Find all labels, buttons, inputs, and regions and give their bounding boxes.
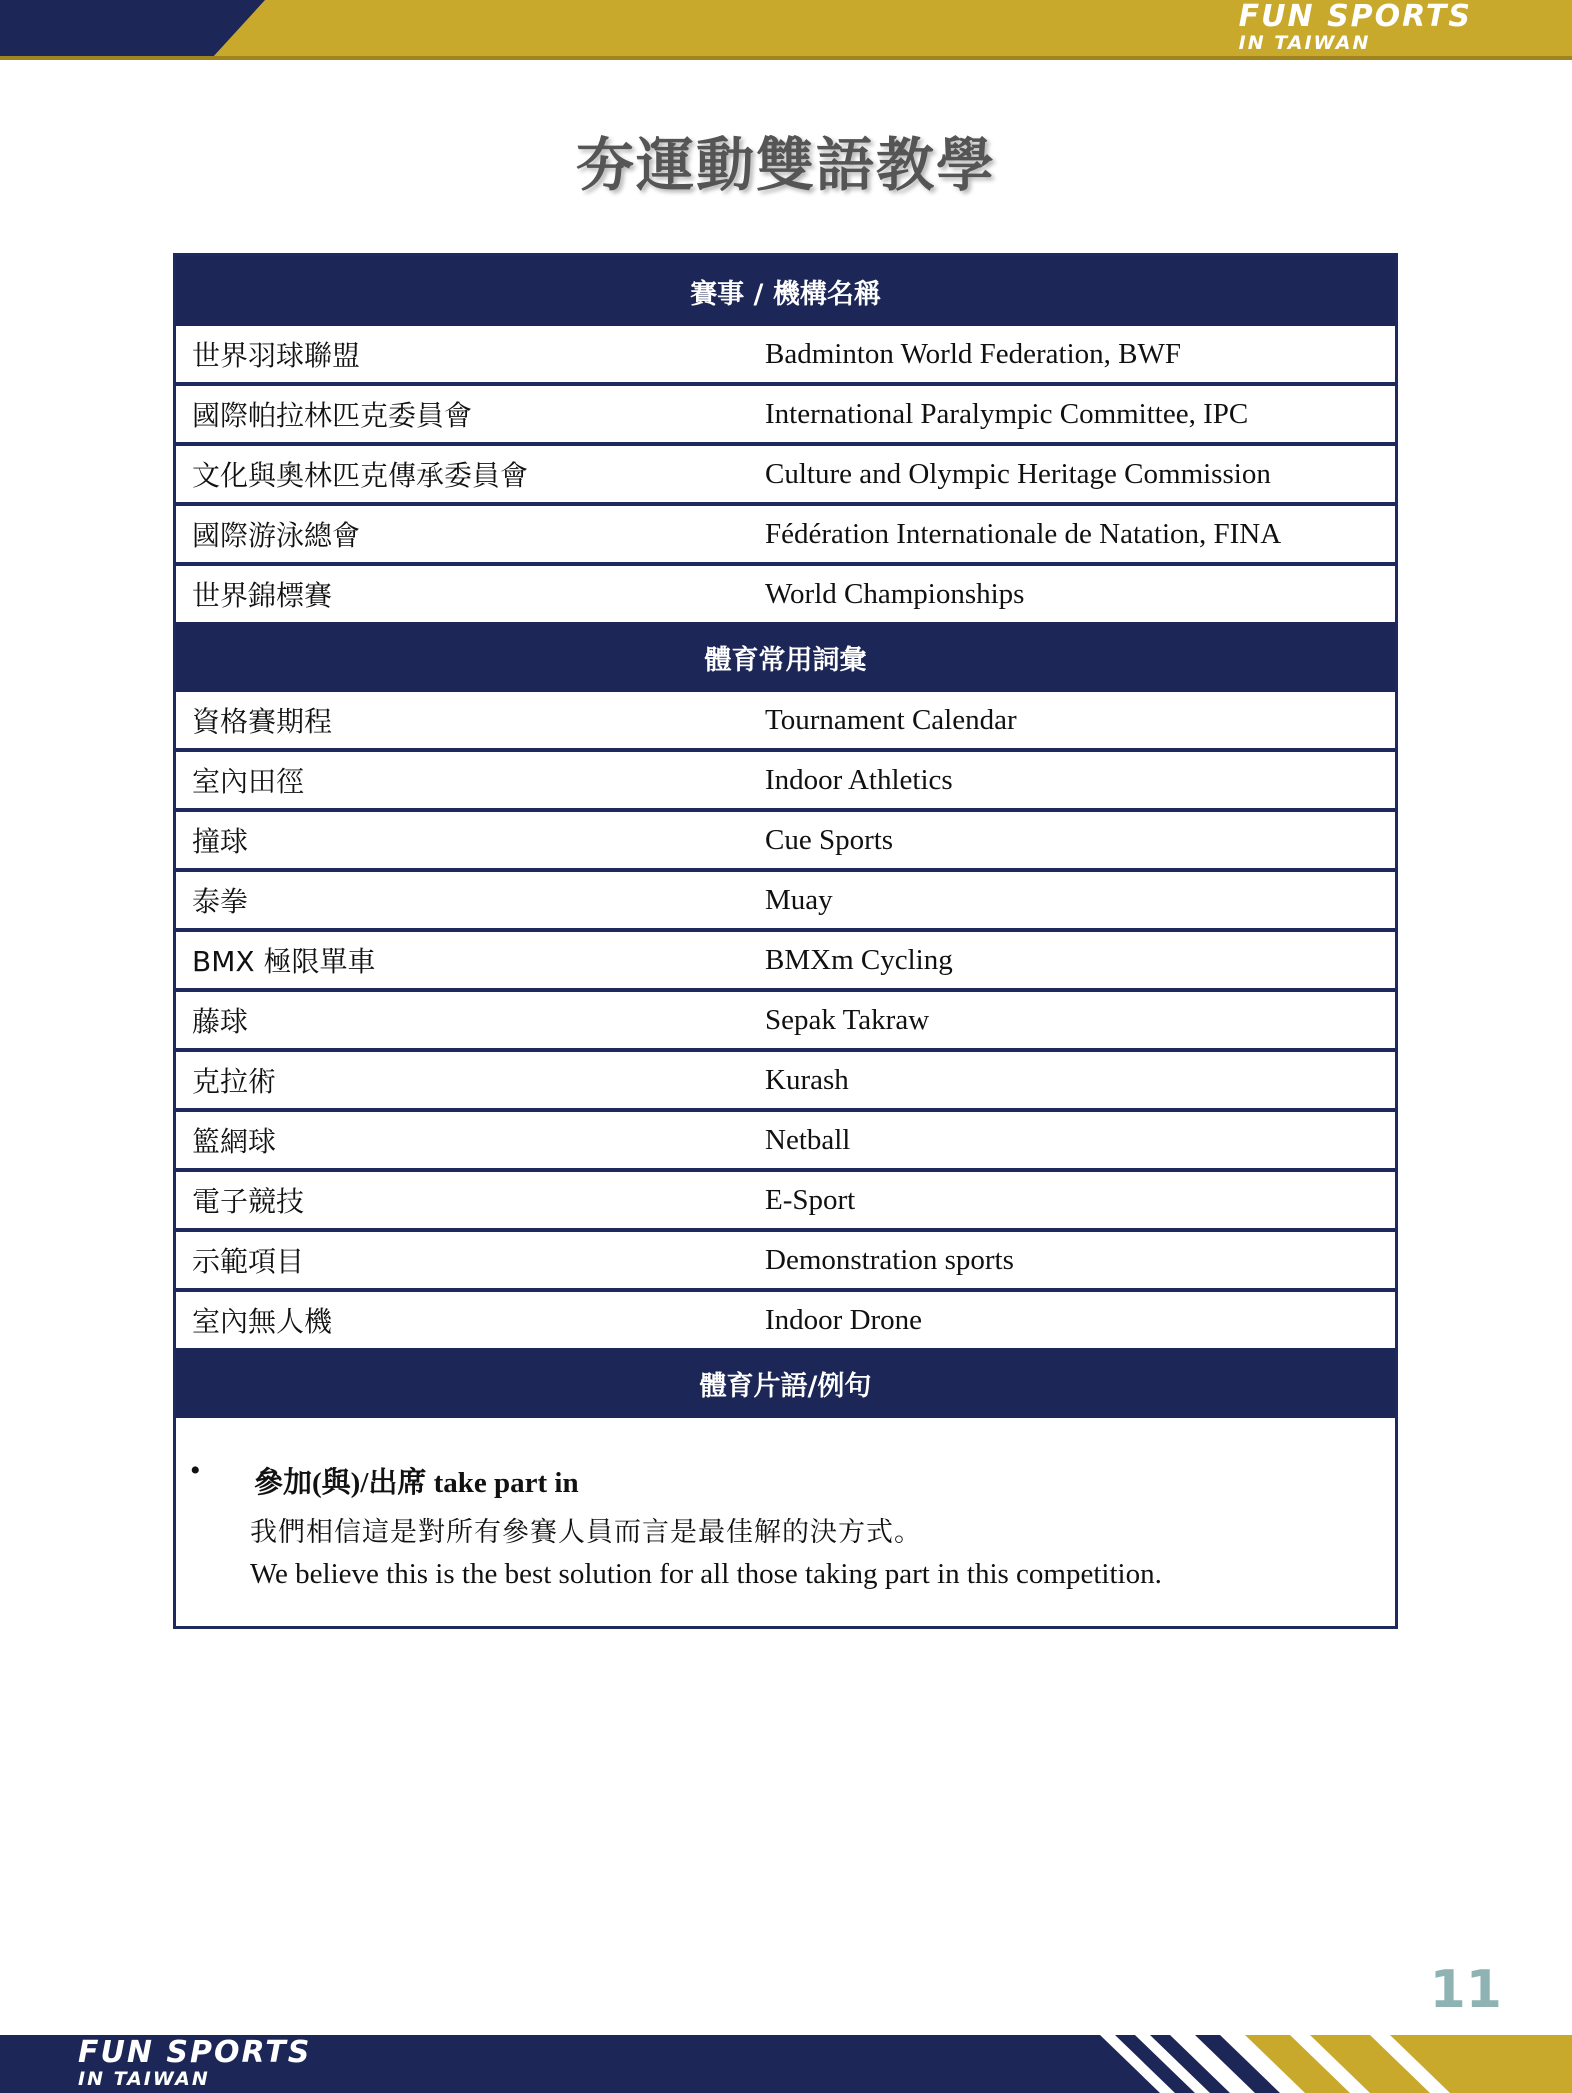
table-row bbox=[176, 748, 1395, 808]
table-row bbox=[176, 808, 1395, 868]
brand-line1: FUN SPORTS bbox=[78, 2035, 312, 2070]
term-en: Tournament Calendar bbox=[765, 703, 1017, 736]
term-en: Cue Sports bbox=[765, 823, 894, 856]
brand-logo-top bbox=[1239, 2, 1472, 53]
term-zh: 文化與奧林匹克傳承委員會 bbox=[192, 459, 529, 492]
term-en: E-Sport bbox=[765, 1183, 856, 1216]
term-en: Indoor Athletics bbox=[765, 763, 953, 796]
term-zh: 籃網球 bbox=[192, 1125, 277, 1158]
term-zh: 國際帕拉林匹克委員會 bbox=[192, 399, 473, 432]
vocabulary-table bbox=[173, 253, 1398, 1629]
term-zh: 資格賽期程 bbox=[192, 705, 333, 738]
brand-logo-bottom bbox=[78, 2035, 312, 2090]
term-zh: 泰拳 bbox=[192, 885, 249, 918]
example-sentence-en: We believe this is the best solution for all those taking part in this competition. bbox=[250, 1558, 1162, 1590]
term-en: Demonstration sports bbox=[765, 1243, 1014, 1276]
term-en: Netball bbox=[765, 1123, 851, 1156]
term-zh: 世界羽球聯盟 bbox=[192, 339, 361, 372]
term-zh: 室內無人機 bbox=[192, 1305, 333, 1338]
bullet-point: • bbox=[190, 1454, 201, 1487]
term-zh: 撞球 bbox=[192, 825, 249, 858]
table-row bbox=[176, 326, 1395, 382]
brand-line2: IN TAIWAN bbox=[1238, 32, 1371, 54]
table-row bbox=[176, 928, 1395, 988]
section-heading: 賽事 / 機構名稱 bbox=[176, 256, 1395, 326]
table-row bbox=[176, 442, 1395, 502]
term-zh: BMX 極限單車 bbox=[192, 945, 376, 978]
table-row bbox=[176, 382, 1395, 442]
section-heading: 體育常用詞彙 bbox=[176, 622, 1395, 692]
term-en: Sepak Takraw bbox=[765, 1003, 930, 1036]
term-zh: 世界錦標賽 bbox=[192, 579, 333, 612]
term-en: Badminton World Federation, BWF bbox=[765, 337, 1181, 370]
term-zh: 國際游泳總會 bbox=[192, 519, 361, 552]
term-zh: 室內田徑 bbox=[192, 765, 305, 798]
brand-line1: FUN SPORTS bbox=[1238, 0, 1472, 34]
term-en: Indoor Drone bbox=[765, 1303, 923, 1336]
term-zh: 克拉術 bbox=[192, 1065, 277, 1098]
table-row bbox=[176, 562, 1395, 622]
term-en: BMXm Cycling bbox=[765, 943, 953, 976]
term-en: Muay bbox=[765, 883, 833, 916]
term-zh: 藤球 bbox=[192, 1005, 249, 1038]
term-zh: 示範項目 bbox=[192, 1245, 305, 1278]
table-row bbox=[176, 868, 1395, 928]
page-title: 夯運動雙語教學 bbox=[575, 131, 996, 199]
page-number: 11 bbox=[1429, 1960, 1502, 2020]
brand-line2: IN TAIWAN bbox=[78, 2068, 210, 2090]
table-row bbox=[176, 1288, 1395, 1348]
table-row bbox=[176, 1108, 1395, 1168]
table-row bbox=[176, 692, 1395, 748]
term-en: Culture and Olympic Heritage Commission bbox=[765, 457, 1271, 490]
table-row bbox=[176, 1228, 1395, 1288]
term-zh: 電子競技 bbox=[192, 1185, 305, 1218]
term-en: International Paralympic Committee, IPC bbox=[765, 397, 1249, 430]
phrase-title: 參加(與)/出席 take part in bbox=[254, 1467, 579, 1499]
table-row bbox=[176, 1168, 1395, 1228]
term-en: World Championships bbox=[765, 577, 1025, 610]
term-en: Kurash bbox=[765, 1063, 849, 1096]
term-en: Fédération Internationale de Natation, FINA bbox=[765, 517, 1282, 550]
section-heading: 體育片語/例句 bbox=[176, 1348, 1395, 1418]
table-row bbox=[176, 1048, 1395, 1108]
phrase-example bbox=[176, 1418, 1395, 1626]
table-row bbox=[176, 502, 1395, 562]
example-sentence-zh: 我們相信這是對所有參賽人員而言是最佳解的決方式。 bbox=[250, 1517, 922, 1548]
table-row bbox=[176, 988, 1395, 1048]
